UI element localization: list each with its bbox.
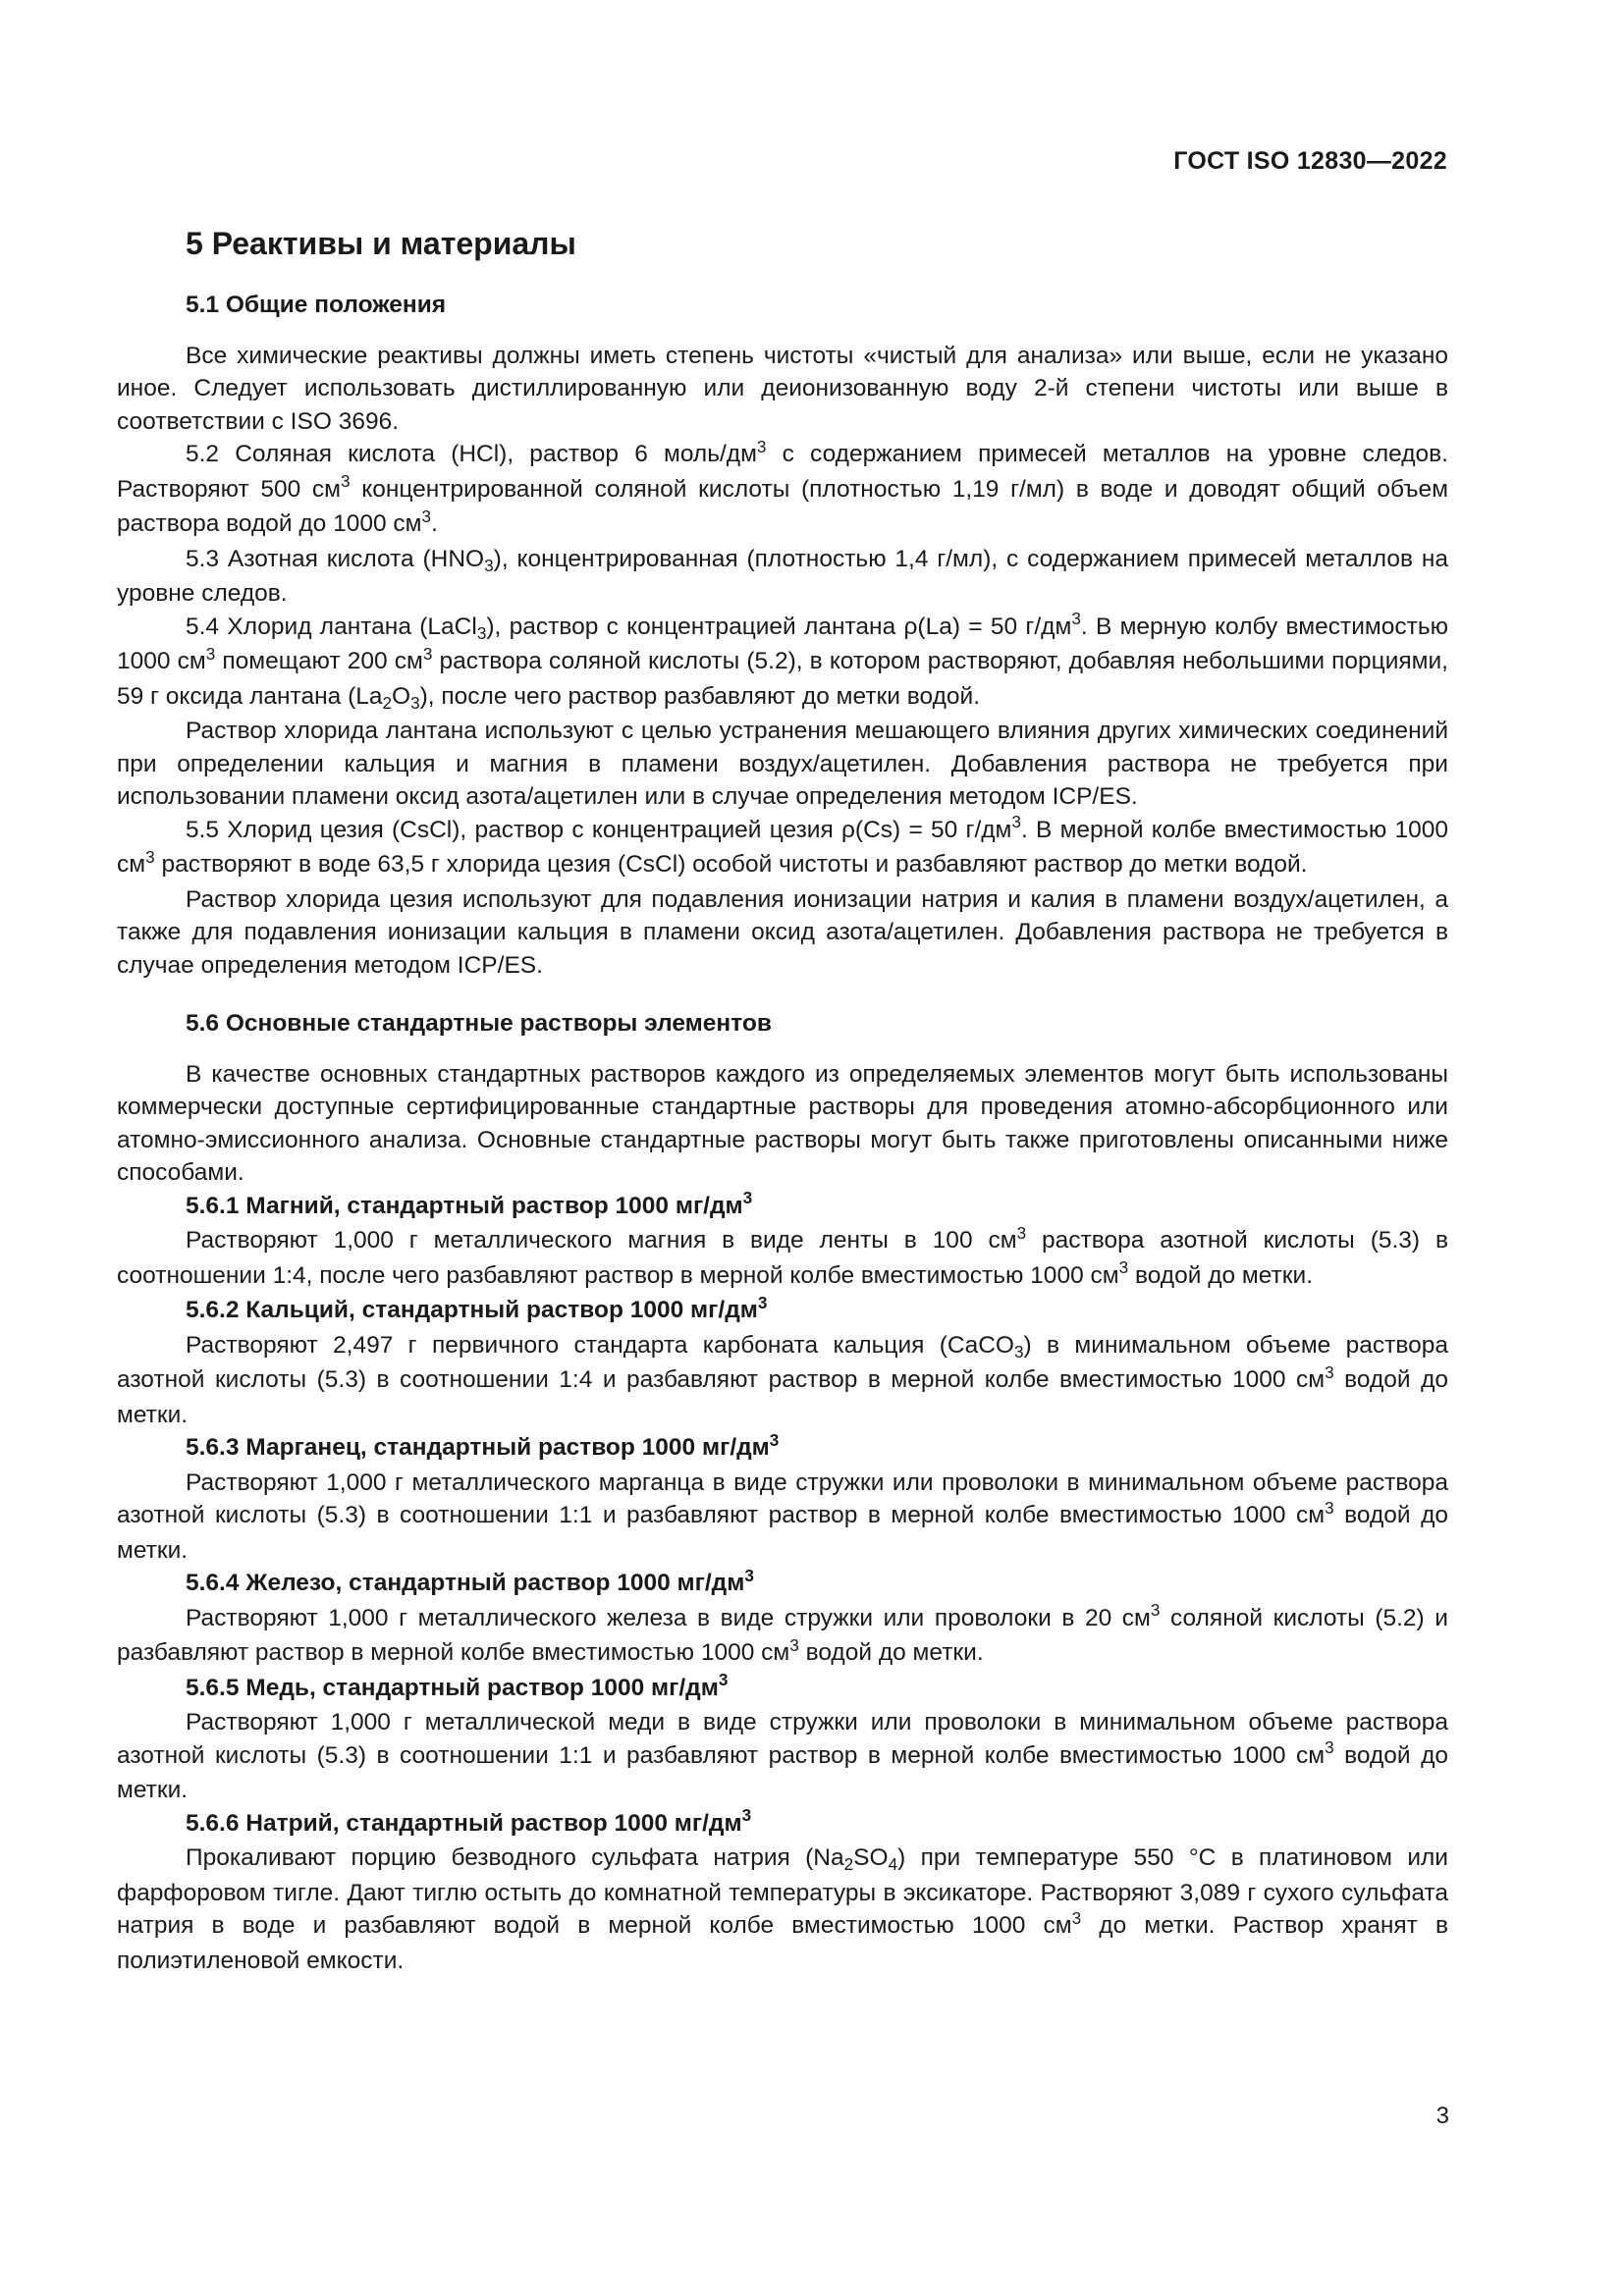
paragraph-5-5-note: Раствор хлорида цезия используют для подавления ионизации натрия и калия в пламени воздух/ацетилен, а также для подавления ионизации кальция в пламени оксид азота/ацетилен. Добавления раствора не требуется в случае определения методом ICP/ES. (117, 885, 1448, 979)
paragraph-5-5: 5.5 Хлорид цезия (CsCl), раствор с концентрацией цезия ρ(Cs) = 50 $г/дм^3$. В мерной колбе вместимостью 1000 $см^3$ растворяют в воде 63,5 г хлорида цезия (CsCl) особой чистоты и разбавляют раствор до метки водой. (117, 812, 1448, 878)
paragraph-5-6-3: Растворяют 1,000 г металлического марганца в виде стружки или проволоки в минимальном объеме раствора азотной кислоты (5.3) в соотношении 1:1 и разбавляют раствор в мерной колбе вместимостью 1000 $см^3$ водой до метки. (117, 1468, 1448, 1564)
paragraph-5-6-2: Растворяют 2,497 г первичного стандарта карбоната кальция (CaCO$_3$) в минимальном объеме раствора азотной кислоты (5.3) в соотношении 1:4 и разбавляют раствор в мерной колбе вместимостью 1000 $см^3$ водой до метки. (117, 1331, 1448, 1428)
paragraph-5-3: 5.3 Азотная кислота $(HNO_3)$, концентрированная (плотностью 1,4 г/мл), с содержанием примесей металлов на уровне следов. (117, 545, 1449, 607)
standard-code: ГОСТ ISO 12830—2022 (1173, 147, 1447, 175)
heading-5-6-1: 5.6.1 Магний, стандартный раствор 1000 $мг/дм^3$ (186, 1188, 753, 1219)
document-body (117, 224, 1448, 1977)
paragraph-5-6-1: Растворяют 1,000 г металлического магния в виде ленты в 100 $см^3$ раствора азотной кислоты (5.3) в соотношении 1:4, после чего разбавляют раствор в мерной колбе вместимостью 1000 $см^3$ водой до метки. (117, 1222, 1448, 1289)
heading-5-6-5: 5.6.5 Медь, стандартный раствор 1000 $мг/дм^3$ (186, 1670, 729, 1701)
page-number: 3 (1435, 2103, 1449, 2129)
section-title: 5 Реактивы и материалы (186, 226, 576, 261)
paragraph-5-6-5: Растворяют 1,000 г металлической меди в виде стружки или проволоки в минимальном объеме раствора азотной кислоты (5.3) в соотношении 1:1 и разбавляют раствор в мерной колбе вместимостью 1000 $см^3$ водой до метки. (117, 1709, 1448, 1803)
paragraph-5-2: 5.2 Соляная кислота (HCl), раствор 6 моль/$дм^3$ с содержанием примесей металлов на уровне следов. Растворяют 500 $см^3$ концентрированной соляной кислоты (плотностью 1,19 г/мл) в воде и доводят общий объем раствора водой до 1000 $см^3$. (117, 436, 1448, 537)
paragraph-5-1: Все химические реактивы должны иметь степень чистоты «чистый для анализа» или выше, если не указано иное. Следует использовать дистиллированную или деионизованную воду 2-й степени чистоты или выше в соответствии с ISO 3696. (117, 342, 1448, 435)
heading-5-6-6: 5.6.6 Натрий, стандартный раствор 1000 $мг/дм^3$ (186, 1805, 752, 1837)
heading-5-6-4: 5.6.4 Железо, стандартный раствор 1000 $мг/дм^3$ (186, 1565, 754, 1596)
paragraph-5-4: 5.4 Хлорид лантана (LaCl$_3$), раствор с концентрацией лантана ρ(La) = 50 $г/дм^3$. В мерную колбу вместимостью 1000 $см^3$ помещают 200 $см^3$ раствора соляной кислоты (5.2), в котором растворяют, добавляя небольшими порциями, 59 г оксида лантана $(La_2O_3)$, после чего раствор разбавляют до метки водой. (117, 609, 1448, 713)
paragraph-5-6-6: Прокаливают порцию безводного сульфата натрия $(Na_2SO_4)$ при температуре 550 °C в платиновом или фарфоровом тигле. Дают тиглю остыть до комнатной температуры в эксикаторе. Растворяют 3,089 г сухого сульфата натрия в воде и разбавляют водой в мерной колбе вместимостью 1000 $см^3$ до метки. Раствор хранят в полиэтиленовой емкости. (117, 1844, 1448, 1974)
paragraph-5-6-4: Растворяют 1,000 г металлического железа в виде стружки или проволоки в 20 $см^3$ соляной кислоты (5.2) и разбавляют раствор в мерной колбе вместимостью 1000 $см^3$ водой до метки. (117, 1600, 1448, 1666)
paragraph-5-6-intro: В качестве основных стандартных растворов каждого из определяемых элементов могут быть использованы коммерчески доступные сертифицированные стандартные растворы для проведения атомно-абсорбционного или атомно-эмиссионного анализа. Основные стандартные растворы могут быть также приготовлены описанными ниже способами. (117, 1060, 1448, 1186)
heading-5-6-3: 5.6.3 Марганец, стандартный раствор 1000 $мг/дм^3$ (186, 1429, 780, 1461)
heading-5-6-2: 5.6.2 Кальций, стандартный раствор 1000 $мг/дм^3$ (186, 1292, 768, 1323)
subsection-title-5-6: 5.6 Основные стандартные растворы элементов (186, 1010, 772, 1037)
subsection-title-5-1: 5.1 Общие положения (186, 292, 447, 318)
paragraph-5-4-note: Раствор хлорида лантана используют с целью устранения мешающего влияния других химических соединений при определении кальция и магния в пламени воздух/ацетилен. Добавления раствора не требуется при использовании пламени оксид азота/ацетилен или в случае определения методом ICP/ES. (117, 718, 1448, 810)
